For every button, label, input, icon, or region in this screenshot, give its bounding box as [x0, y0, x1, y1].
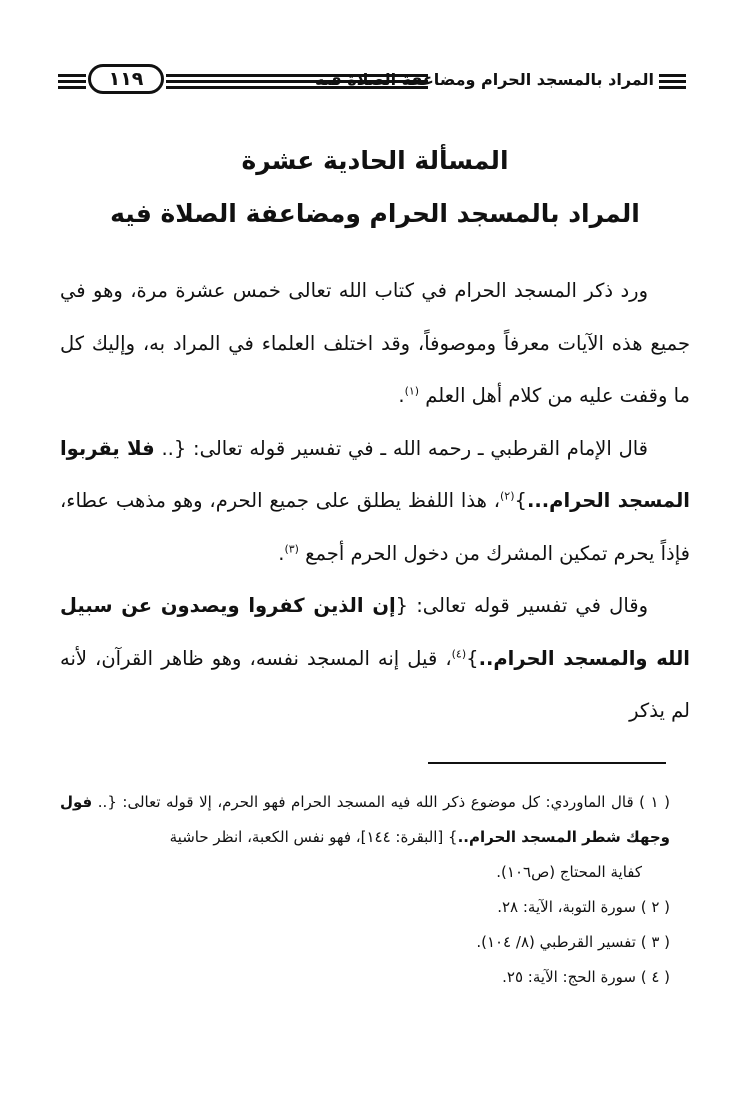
paragraph-1 — [60, 265, 690, 423]
footnote-text: تفسير القرطبي (٨/ ١٠٤). — [476, 933, 636, 951]
body-text — [60, 265, 690, 738]
footnote-4 — [60, 960, 670, 995]
paragraph-lead: وقال في تفسير قوله تعالى: { — [395, 594, 649, 617]
footnote-text: } [البقرة: ١٤٤]، فهو نفس الكعبة، انظر حاشية — [169, 828, 458, 846]
footnote-3 — [60, 925, 670, 960]
quote-close: } — [466, 646, 479, 670]
footnote-1 — [60, 785, 670, 890]
footnote-number: ( ٤ ) — [640, 968, 670, 986]
page-number: ١١٩ — [88, 64, 164, 94]
header-rule — [659, 80, 686, 83]
paragraph-3 — [60, 580, 690, 738]
footnote-reference: (٢) — [500, 489, 515, 503]
punctuation: . — [278, 541, 285, 565]
paragraph-lead: قال الإمام القرطبي ـ رحمه الله ـ في تفسير قوله تعالى: {.. — [161, 436, 648, 460]
footnote-reference: (٤) — [451, 647, 467, 660]
footnote-2 — [60, 890, 670, 925]
footnotes — [60, 785, 670, 995]
footnote-text: سورة التوبة، الآية: ٢٨. — [497, 898, 636, 916]
footnote-separator — [428, 762, 666, 764]
footnote-number: ( ٣ ) — [640, 933, 670, 951]
footnote-reference: (٣) — [284, 542, 299, 555]
header-rule — [58, 80, 86, 83]
header-rule — [58, 86, 86, 89]
footnote-text: سورة الحج: الآية: ٢٥. — [502, 968, 636, 986]
chapter-heading: المسألة الحادية عشرة — [241, 146, 509, 175]
footnote-text: قال الماوردي: كل موضوع ذكر الله فيه المسجد الحرام فهو الحرم، إلا قوله تعالى: {.. — [97, 793, 634, 811]
paragraph-text: ورد ذكر المسجد الحرام في كتاب الله تعالى خمس عشرة مرة، وهو في جميع هذه الآيات معرفاً وموصوفاً، وقد اختلف العلماء في المراد به، وإليك كل ما وقفت عليه من كلام أهل العلم — [60, 279, 690, 407]
header-rule — [659, 74, 686, 77]
footnote-continuation: كفاية المحتاج (ص١٠٦). — [496, 863, 642, 881]
header-rule — [659, 86, 686, 89]
quran-quote: فلا يقربوا المسجد الحرام... — [60, 436, 690, 512]
footnote-number: ( ١ ) — [639, 793, 670, 811]
punctuation: . — [398, 384, 405, 407]
quote-close: } — [514, 489, 527, 512]
footnote-number: ( ٢ ) — [640, 898, 670, 916]
footnote-reference: (١) — [404, 384, 420, 398]
running-title: المراد بالمسجد الحرام ومضاعفة الصلاة فيه — [314, 70, 654, 89]
paragraph-text: ، قيل إنه المسجد نفسه، وهو ظاهر القرآن، لأنه لم يذكر — [60, 646, 690, 722]
chapter-subheading: المراد بالمسجد الحرام ومضاعفة الصلاة فيه — [110, 199, 640, 228]
quran-quote: فول وجهك شطر المسجد الحرام.. — [60, 793, 670, 846]
paragraph-2 — [60, 423, 690, 581]
header-rule — [58, 74, 86, 77]
running-header — [58, 64, 686, 98]
paragraph-text: ، هذا اللفظ يطلق على جميع الحرم، وهو مذهب عطاء، فإذاً يحرم تمكين المشرك من دخول الحرم أجمع — [60, 489, 690, 565]
quran-quote: إن الذين كفروا ويصدون عن سبيل الله والمسجد الحرام.. — [60, 594, 690, 670]
